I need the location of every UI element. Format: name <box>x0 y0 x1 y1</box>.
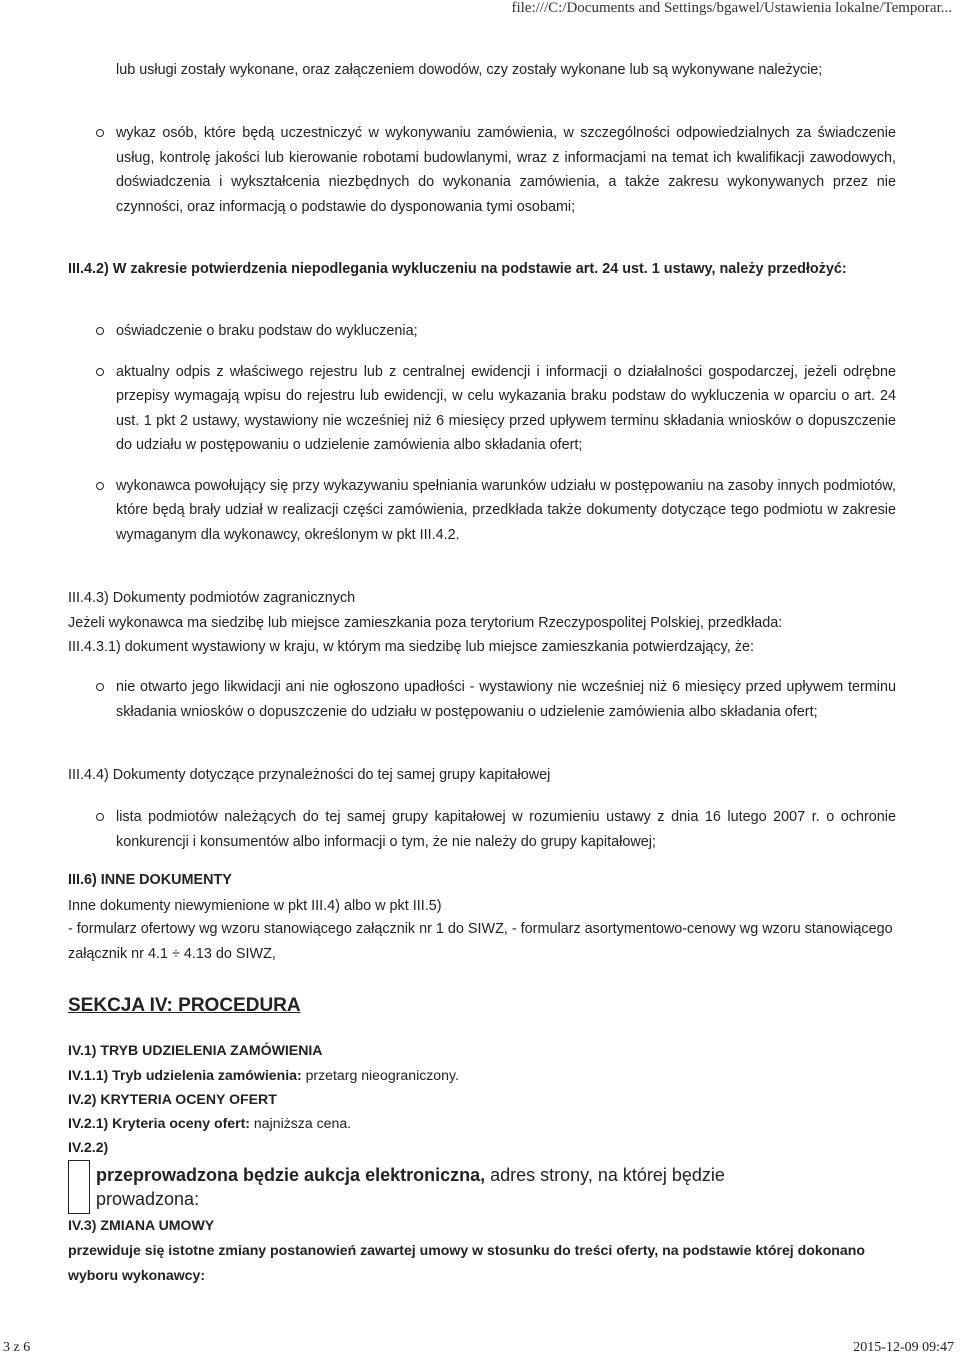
list-item: oświadczenie o braku podstaw do wykluczenia; <box>68 319 896 344</box>
list-item: wykonawca powołujący się przy wykazywaniu spełniania warunków udziału w postępowaniu na zasoby innych podmiotów, które będą brały udział w realizacji części zamówienia, przedkłada także dokumenty dotyczące tego podmiotu w zakresie wymaganym dla wykonawcy, określonym w pkt III.4.2. <box>68 474 896 548</box>
procedure-mode-label: IV.1.1) Tryb udzielenia zamówienia: <box>68 1067 302 1083</box>
section-IV-3-title: IV.3) ZMIANA UMOWY <box>68 1217 215 1233</box>
bullet-list-persons <box>68 121 896 219</box>
section-IV-heading: SEKCJA IV: PROCEDURA <box>68 995 301 1016</box>
procedure-mode-value: przetarg nieograniczony. <box>305 1067 459 1083</box>
section-IV-2-2-label: IV.2.2) <box>68 1139 109 1155</box>
continued-text: lub usługi zostały wykonane, oraz załączeniem dowodów, czy zostały wykonane lub są wykonywane należycie; <box>116 62 823 78</box>
bullet-list-foreign <box>68 675 896 724</box>
list-item: aktualny odpis z właściwego rejestru lub z centralnej ewidencji i informacji o działalności gospodarczej, jeżeli odrębne przepisy wymagają wpisu do rejestru lub ewidencji, w celu wykazania braku podstaw do wykluczenia w oparciu o art. 24 ust. 1 pkt 2 ustawy, wystawiony nie wcześniej niż 6 miesięcy przed upływem terminu składania wniosków o dopuszczenie do udziału w postępowaniu o udzielenie zamówienia albo składania ofert; <box>68 360 896 458</box>
auction-checkbox[interactable] <box>68 1160 90 1214</box>
contract-change-text: przewiduje się istotne zmiany postanowień zawartej umowy w stosunku do treści oferty, na podstawie której dokonano wyboru wykonawcy: <box>68 1242 865 1283</box>
other-documents-list: - formularz ofertowy wg wzoru stanowiącego załącznik nr 1 do SIWZ, - formularz asortymentowo-cenowy wg wzoru stanowiącego załącznik nr 4.1 ÷ 4.13 do SIWZ, <box>68 921 893 962</box>
list-item: wykaz osób, które będą uczestniczyć w wykonywaniu zamówienia, w szczególności odpowiedzialnych za świadczenie usług, kontrolę jakości lub kierowanie robotami budowlanymi, wraz z informacjami na temat ich kwalifikacji zawodowych, doświadczenia i wykształcenia niezbędnych do wykonania zamówienia, a także zakresu wykonywanych przez nie czynności, oraz informacją o podstawie do dysponowania tymi osobami; <box>68 121 896 219</box>
section-heading-III-4-2: III.4.2) W zakresie potwierdzenia niepodlegania wykluczeniu na podstawie art. 24 ust. 1 ustawy, należy przedłożyć: <box>68 261 847 277</box>
list-item: nie otwarto jego likwidacji ani nie ogłoszono upadłości - wystawiony nie wcześniej niż 6 miesięcy przed upływem terminu składania wniosków o dopuszczenie do udziału w postępowaniu o udzielenie zamówienia albo składania ofert; <box>68 675 896 724</box>
page-number: 3 z 6 <box>3 1340 31 1355</box>
criteria-value: najniższa cena. <box>253 1115 352 1131</box>
criteria-label: IV.2.1) Kryteria oceny ofert: <box>68 1115 250 1131</box>
bullet-list-exclusion <box>68 319 896 547</box>
document-III-4-3-1-line: III.4.3.1) dokument wystawiony w kraju, w którym ma siedzibę lub miejsce zamieszkania potwierdzający, że: <box>68 639 754 655</box>
auction-text <box>96 1163 816 1211</box>
list-item: lista podmiotów należących do tej samej grupy kapitałowej w rozumieniu ustawy z dnia 16 lutego 2007 r. o ochronie konkurencji i konsumentów albo informacji o tym, że nie należy do grupy kapitałowej; <box>68 805 896 854</box>
section-title-III-4-4: III.4.4) Dokumenty dotyczące przynależności do tej samej grupy kapitałowej <box>68 767 551 783</box>
other-documents-line: Inne dokumenty niewymienione w pkt III.4) albo w pkt III.5) <box>68 898 442 914</box>
section-IV-2-title: IV.2) KRYTERIA OCENY OFERT <box>68 1091 277 1107</box>
section-IV-1-title: IV.1) TRYB UDZIELENIA ZAMÓWIENIA <box>68 1042 323 1058</box>
foreign-entities-line: Jeżeli wykonawca ma siedzibę lub miejsce zamieszkania poza terytorium Rzeczypospolitej Polskiej, przedkłada: <box>68 615 783 631</box>
auction-text-bold: przeprowadzona będzie aukcja elektroniczna, <box>96 1165 486 1185</box>
procedure-mode-row <box>68 1063 896 1088</box>
auction-text-rest: adres strony, na której będzie prowadzona: <box>96 1165 725 1209</box>
section-title-III-4-3: III.4.3) Dokumenty podmiotów zagranicznych <box>68 590 356 606</box>
section-title-III-6: III.6) INNE DOKUMENTY <box>68 872 232 888</box>
bullet-list-capital-group <box>68 805 896 854</box>
page-path-header: file:///C:/Documents and Settings/bgawel/Ustawienia lokalne/Temporar... <box>511 0 952 16</box>
print-timestamp: 2015-12-09 09:47 <box>853 1340 954 1355</box>
criteria-row <box>68 1111 896 1136</box>
